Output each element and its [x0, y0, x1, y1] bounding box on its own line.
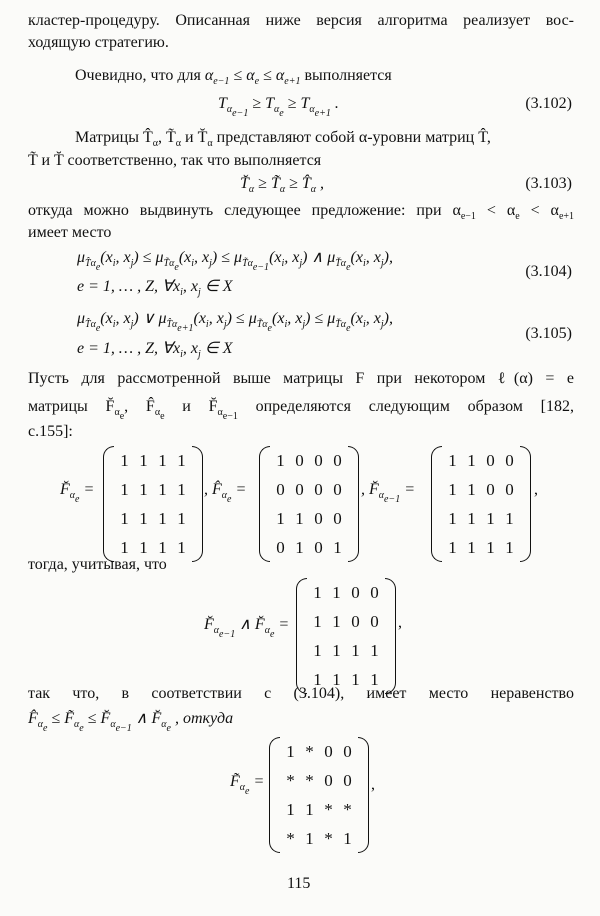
matrix-cell: 1	[305, 799, 314, 819]
matrix-cell: 0	[276, 479, 285, 499]
matrix-cell: *	[324, 828, 333, 848]
line-1: кластер-процедуру. Описанная ниже версия алгоритма реализует вос-	[28, 12, 574, 29]
matrix-cell: 1	[139, 537, 148, 557]
matrix-cell: 1	[351, 640, 360, 660]
line-14: Пусть для рассмотренной выше матрицы F при некотором ℓ(α) = e	[28, 370, 574, 387]
matrix-cell: 1	[505, 537, 514, 557]
matrix-cell: 1	[120, 450, 129, 470]
matrix-cell: 0	[486, 450, 495, 470]
matrix-cell: 0	[505, 479, 514, 499]
matrix-cell: 1	[370, 669, 379, 689]
matrix-cell: 1	[177, 537, 186, 557]
equation-3-104-line-2: e = 1, … , Z, $\forall x_i$, $x_j$ ∈ X	[77, 278, 233, 298]
equation-number-3-102: (3.102)	[525, 95, 572, 112]
matrix-cell: 1	[486, 508, 495, 528]
matrix-cell: 1	[158, 508, 167, 528]
matrix-cell: 1	[448, 450, 457, 470]
matrix-cell: 0	[351, 582, 360, 602]
matrix-cell: *	[305, 770, 314, 790]
matrix-label-5: $F̃_{\alpha_e}$ =	[230, 773, 265, 797]
matrix-3	[443, 446, 519, 562]
matrix-cell: 1	[486, 537, 495, 557]
matrix-cell: 0	[314, 479, 323, 499]
matrix-cell: 1	[295, 508, 304, 528]
matrix-cell: 1	[120, 479, 129, 499]
matrix-cell: *	[343, 799, 352, 819]
matrix-cell: *	[286, 770, 295, 790]
matrix-cell: 1	[351, 669, 360, 689]
line-2: ходящую стратегию.	[28, 34, 169, 51]
matrix-cell: 1	[467, 479, 476, 499]
matrix-cell: 1	[120, 537, 129, 557]
matrix-3-comma: ,	[534, 481, 538, 498]
line-8: откуда можно выдвинуть следующее предложение: при $\alpha_{e-1} < \alpha_e < \alpha_{e+1}$	[28, 202, 575, 222]
matrix-5	[281, 737, 357, 853]
matrix-label-1: $F̆_{\alpha_e}$ =	[60, 481, 95, 505]
matrix-label-4: $F̆_{\alpha_{e-1}}$ ∧ $F̆_{\alpha_e}$ =	[204, 616, 290, 640]
matrix-cell: 1	[332, 611, 341, 631]
matrix-cell: 1	[177, 508, 186, 528]
matrix-cell: 1	[448, 479, 457, 499]
matrix-cell: 1	[305, 828, 314, 848]
matrix-cell: 1	[448, 537, 457, 557]
matrix-cell: 0	[324, 770, 333, 790]
matrix-4	[308, 578, 384, 694]
matrix-cell: 1	[467, 508, 476, 528]
matrix-2	[271, 446, 347, 562]
line-3	[75, 66, 392, 92]
matrix-cell: 0	[314, 537, 323, 557]
equation-number-3-103: (3.103)	[525, 175, 572, 192]
matrix-cell: 1	[333, 537, 342, 557]
matrix-cell: 0	[333, 450, 342, 470]
matrix-cell: 1	[295, 537, 304, 557]
matrix-cell: 1	[139, 450, 148, 470]
alpha-condition: $\alpha_{e-1} \le \alpha_e \le \alpha_{e+1}$	[204, 67, 301, 87]
matrix-cell: 0	[324, 741, 333, 761]
matrix-cell: 1	[158, 537, 167, 557]
line-3-text: Очевидно, что для	[75, 67, 201, 84]
matrix-cell: 1	[332, 640, 341, 660]
matrix-1	[115, 446, 191, 562]
equation-3-102: $T_{\alpha_{e-1}} \ge T_{\alpha_e} \ge T_{\alpha_{e+1}}$ .	[218, 95, 339, 119]
matrix-cell: *	[305, 741, 314, 761]
matrix-5-comma: ,	[371, 776, 375, 793]
line-5: Матрицы $T̂_\alpha$, $T̃_\alpha$ и $T̆_\alpha$ представляют собой α-уровни матриц T̂,	[75, 129, 491, 149]
matrix-cell: 0	[505, 450, 514, 470]
matrix-cell: 1	[343, 828, 352, 848]
line-6: T̃ и T̆ соответственно, так что выполняется	[28, 152, 322, 169]
matrix-cell: 1	[276, 450, 285, 470]
matrix-cell: 1	[276, 508, 285, 528]
matrix-cell: 0	[295, 450, 304, 470]
matrix-cell: 0	[276, 537, 285, 557]
matrix-cell: 1	[467, 537, 476, 557]
matrix-cell: 1	[139, 508, 148, 528]
matrix-4-comma: ,	[398, 614, 402, 631]
line-17: тогда, учитывая, что	[28, 556, 167, 573]
matrix-cell: 1	[313, 640, 322, 660]
matrix-cell: 1	[158, 479, 167, 499]
matrix-cell: 1	[139, 479, 148, 499]
matrix-cell: 0	[343, 741, 352, 761]
matrix-cell: 0	[351, 611, 360, 631]
matrix-cell: 0	[314, 508, 323, 528]
equation-number-3-105: (3.105)	[525, 325, 572, 342]
matrix-cell: 1	[313, 582, 322, 602]
equation-3-105-line-2: e = 1, … , Z, $\forall x_i$, $x_j$ ∈ X	[77, 340, 233, 360]
matrix-cell: 0	[343, 770, 352, 790]
matrix-cell: 0	[486, 479, 495, 499]
matrix-cell: 0	[370, 611, 379, 631]
line-16: с.155]:	[28, 423, 73, 440]
matrix-label-3: , $F̆_{\alpha_{e-1}}$ =	[361, 481, 416, 505]
matrix-cell: 1	[332, 582, 341, 602]
matrix-cell: 1	[370, 640, 379, 660]
matrix-cell: 1	[120, 508, 129, 528]
page-number: 115	[287, 875, 311, 892]
matrix-cell: 1	[448, 508, 457, 528]
matrix-cell: 0	[333, 508, 342, 528]
line-19: $F̂_{\alpha_e}$ ≤ $F̃_{\alpha_e}$ ≤ $F̆_{\alpha_{e-1}}$ ∧ $F̆_{\alpha_e}$ , откуда	[28, 710, 234, 734]
matrix-cell: 1	[177, 479, 186, 499]
matrix-cell: 1	[177, 450, 186, 470]
matrix-cell: 1	[467, 450, 476, 470]
line-18: так что, в соответствии с (3.104), имеет место неравенство	[28, 685, 574, 702]
line-3-tail: выполняется	[304, 67, 392, 84]
line-9: имеет место	[28, 224, 112, 241]
equation-3-103: $T̆_\alpha$ ≥ $T̃_\alpha$ ≥ $T̂_\alpha$ ,	[240, 175, 325, 195]
matrix-cell: 0	[333, 479, 342, 499]
matrix-cell: 0	[314, 450, 323, 470]
matrix-cell: *	[286, 828, 295, 848]
matrix-cell: 1	[286, 799, 295, 819]
equation-number-3-104: (3.104)	[525, 263, 572, 280]
matrix-cell: 0	[295, 479, 304, 499]
matrix-cell: 1	[158, 450, 167, 470]
matrix-cell: 1	[313, 669, 322, 689]
matrix-cell: 1	[332, 669, 341, 689]
matrix-cell: 1	[313, 611, 322, 631]
matrix-cell: *	[324, 799, 333, 819]
matrix-cell: 1	[286, 741, 295, 761]
matrix-cell: 0	[370, 582, 379, 602]
matrix-cell: 1	[505, 508, 514, 528]
equation-3-104-line-1: $\mu_{T̂\alpha_e}(x_i$, $x_j) \le \mu_{T̃\alpha_e}(x_i$, $x_j) \le \mu_{T̃\alpha_{e-1}}(x_i$, $x_j$) ∧ $\mu_{T̆\alpha_e}(x_i$, $x_j$),	[77, 249, 393, 273]
line-15: матрицы $F̆_{\alpha_e}$, $F̂_{\alpha_e}$ и $F̆_{\alpha_{e-1}}$ определяются следующим образом [182,	[28, 398, 574, 422]
matrix-label-2: , $F̂_{\alpha_e}$ =	[204, 481, 247, 505]
equation-3-105-line-1: $\mu_{T̂\alpha_e}(x_i$, $x_j$) ∨ $\mu_{T̂\alpha_{e+1}}(x_i$, $x_j) \le \mu_{T̃\alpha_e}(x_i$, $x_j) \le \mu_{T̆\alpha_e}(x_i$, $x_j$),	[77, 310, 393, 334]
